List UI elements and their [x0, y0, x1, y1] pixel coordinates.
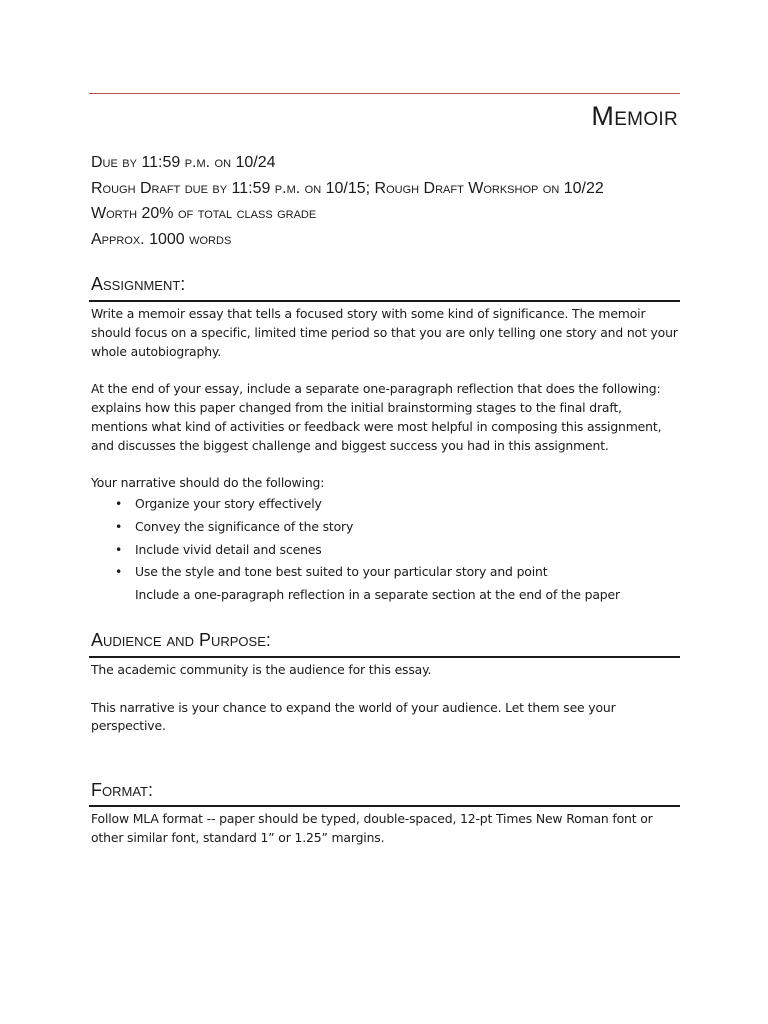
assignment-body: [91, 305, 681, 607]
bullet-icon: •: [115, 541, 123, 557]
narrative-requirements-list: [91, 493, 681, 607]
audience-body: [91, 661, 681, 736]
assignment-paragraph-1: Write a memoir essay that tells a focused story with some kind of significance. The memoir should focus on a specific, limited time period so that you are only telling one story and not your whole autobiography.: [91, 306, 678, 359]
format-body: [91, 810, 681, 848]
bullet-icon: •: [115, 518, 123, 534]
document-title: Memoir: [591, 101, 678, 131]
word-count: Approx. 1000 words: [91, 230, 232, 248]
list-item-text: Include vivid detail and scenes: [135, 541, 322, 557]
list-item: [91, 516, 681, 539]
format-paragraph-1: Follow MLA format -- paper should be typed, double-spaced, 12-pt Times New Roman font or other similar font, standard 1” or 1.25” margins.: [91, 811, 653, 845]
list-item-text: Use the style and tone best suited to your particular story and point: [135, 564, 548, 580]
audience-paragraph-1: The academic community is the audience for this essay.: [91, 662, 432, 677]
list-item-text: Organize your story effectively: [135, 495, 322, 511]
list-item-text: Include a one-paragraph reflection in a separate section at the end of the paper: [135, 587, 620, 603]
format-rule: [89, 805, 680, 807]
assignment-rule: [89, 300, 680, 302]
narrative-list-intro: Your narrative should do the following:: [91, 475, 325, 491]
due-date: Due by 11:59 p.m. on 10/24: [91, 154, 276, 171]
bullet-icon: •: [115, 495, 123, 511]
assignment-heading: Assignment:: [91, 274, 186, 294]
audience-paragraph-2: This narrative is your chance to expand the world of your audience. Let them see your perspective.: [91, 699, 616, 734]
rough-draft-dates: Rough Draft due by 11:59 p.m. on 10/15; Rough Draft Workshop on 10/22: [91, 179, 604, 197]
assignment-details: [91, 150, 604, 252]
list-item: [91, 493, 681, 516]
bullet-icon: •: [115, 564, 123, 580]
list-item-text: Convey the significance of the story: [135, 518, 354, 534]
audience-heading: Audience and Purpose:: [91, 630, 271, 650]
grade-weight: Worth 20% of total class grade: [91, 205, 317, 222]
format-heading: Format:: [91, 780, 153, 800]
list-item: [91, 584, 681, 607]
title-rule: [89, 93, 680, 94]
audience-rule: [89, 656, 680, 658]
assignment-paragraph-2: At the end of your essay, include a separate one-paragraph reflection that does the following: explains how this paper changed from the initial brainstorming stages to the final draft, mentions what kind of activities or feedback were most helpful in composing this assignment, and discusses the biggest challenge and biggest success you had in this assignment.: [91, 381, 662, 453]
list-item: [91, 539, 681, 562]
list-item: [91, 561, 681, 584]
